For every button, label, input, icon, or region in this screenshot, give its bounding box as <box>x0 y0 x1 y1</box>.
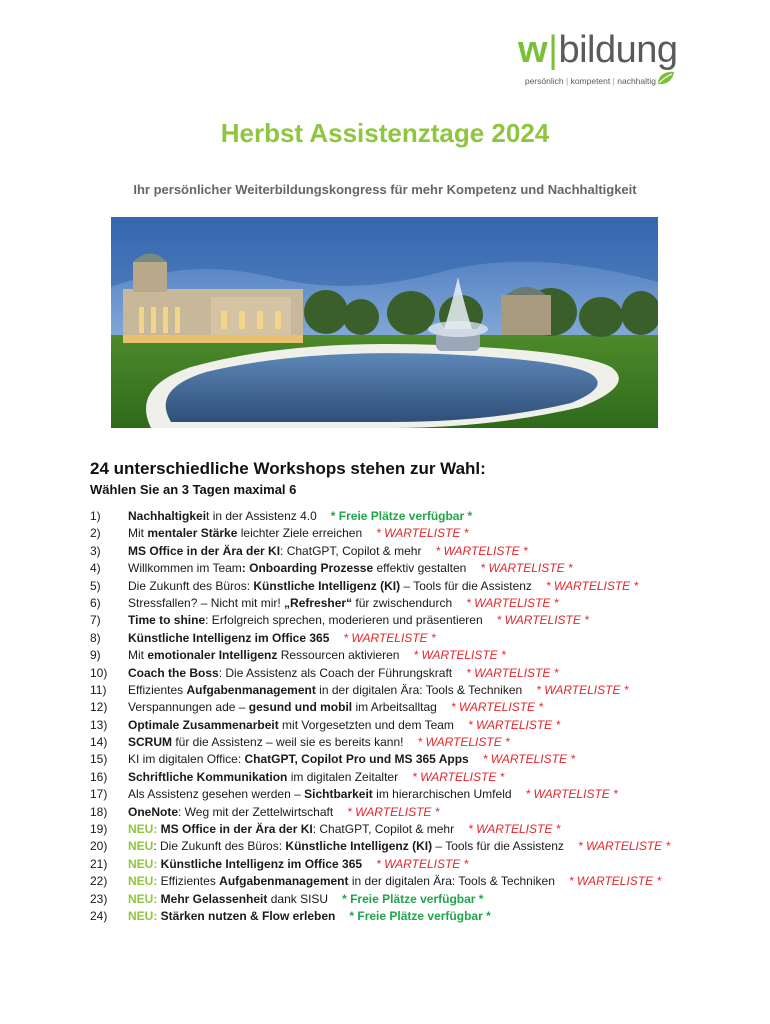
leaf-icon <box>656 70 676 86</box>
status-waitlist: * WARTELISTE * <box>466 665 559 680</box>
workshop-title: Coach the Boss: Die Assistenz als Coach der Führungskraft <box>128 665 453 680</box>
status-waitlist: * WARTELISTE * <box>482 752 575 767</box>
status-waitlist: * WARTELISTE * <box>466 595 559 610</box>
workshop-number: 3) <box>90 543 101 558</box>
workshop-title: Mit mentaler Stärke leichter Ziele erreichen <box>128 526 363 541</box>
workshop-number: 5) <box>90 578 101 593</box>
workshop-title: KI im digitalen Office: ChatGPT, Copilot Pro und MS 365 Apps <box>128 752 469 767</box>
wbildung-logo <box>518 28 678 92</box>
workshop-item <box>90 699 700 716</box>
workshop-number: 6) <box>90 595 101 610</box>
status-waitlist: * WARTELISTE * <box>412 769 505 784</box>
workshop-item <box>90 769 700 786</box>
logo-wordmark: w|bildung <box>518 29 678 71</box>
workshop-item <box>90 891 700 908</box>
workshop-number: 24) <box>90 908 108 923</box>
page-title: Herbst Assistenztage 2024 <box>220 118 550 148</box>
workshop-number: 17) <box>90 787 108 802</box>
status-waitlist: * WARTELISTE * <box>413 648 506 663</box>
workshop-title: Stressfallen? – Nicht mit mir! „Refresher“ für zwischendurch <box>128 595 453 610</box>
workshop-item <box>90 560 700 577</box>
workshop-number: 16) <box>90 769 108 784</box>
workshop-item <box>90 821 700 838</box>
workshop-number: 12) <box>90 700 108 715</box>
workshop-number: 21) <box>90 856 108 871</box>
new-badge: NEU: <box>128 822 161 837</box>
workshop-item <box>90 612 700 629</box>
workshop-item <box>90 630 700 647</box>
workshop-number: 20) <box>90 839 108 854</box>
new-badge: NEU <box>128 839 154 854</box>
workshop-item <box>90 838 700 855</box>
status-waitlist: * WARTELISTE * <box>417 735 510 750</box>
workshop-item <box>90 578 700 595</box>
status-waitlist: * WARTELISTE * <box>450 700 544 715</box>
workshop-number: 2) <box>90 526 101 541</box>
workshop-item <box>90 508 700 525</box>
status-waitlist: * WARTELISTE * <box>577 839 671 854</box>
workshop-title: Willkommen im Team: Onboarding Prozesse effektiv gestalten <box>128 561 467 576</box>
workshop-number: 10) <box>90 665 108 680</box>
workshop-title: MS Office in der Ära der KI: ChatGPT, Copilot & mehr <box>128 543 422 558</box>
workshop-title: Nachhaltigkeit in der Assistenz 4.0 <box>128 509 317 523</box>
status-waitlist: * WARTELISTE * <box>343 630 436 645</box>
workshop-title: Verspannungen ade – gesund und mobil im Arbeitsalltag <box>128 700 437 715</box>
status-waitlist: * WARTELISTE * <box>480 561 573 576</box>
workshop-title: Die Zukunft des Büros: Künstliche Intelligenz (KI) – Tools für die Assistenz <box>128 578 532 593</box>
workshop-number: 15) <box>90 752 108 767</box>
workshop-title: NEU: Künstliche Intelligenz im Office 365 <box>128 856 363 871</box>
status-waitlist: * WARTELISTE * <box>568 874 662 889</box>
workshop-item <box>90 908 700 925</box>
status-waitlist: * WARTELISTE * <box>525 787 618 802</box>
workshop-title: Time to shine: Erfolgreich sprechen, moderieren und präsentieren <box>128 613 483 628</box>
workshop-item <box>90 751 700 768</box>
status-free-seats: * Freie Plätze verfügbar * <box>330 509 473 523</box>
workshop-item <box>90 595 700 612</box>
workshops-subheading: Wählen Sie an 3 Tagen maximal 6 <box>90 482 297 497</box>
page-subtitle: Ihr persönlicher Weiterbildungskongress für mehr Kompetenz und Nachhaltigkeit <box>133 182 637 197</box>
workshop-title: NEU: Mehr Gelassenheit dank SISU <box>128 891 329 906</box>
workshop-item <box>90 647 700 664</box>
new-badge: NEU: <box>128 874 161 889</box>
status-waitlist: * WARTELISTE * <box>545 578 639 593</box>
workshop-number: 22) <box>90 874 108 889</box>
workshop-title: NEU: Die Zukunft des Büros: Künstliche Intelligenz (KI) – Tools für die Assistenz <box>128 839 564 854</box>
status-waitlist: * WARTELISTE * <box>468 822 561 837</box>
workshop-title: Effizientes Aufgabenmanagement in der digitalen Ära: Tools & Techniken <box>128 682 523 697</box>
workshop-item <box>90 525 700 542</box>
workshop-number: 1) <box>90 509 101 523</box>
workshop-title: NEU: Effizientes Aufgabenmanagement in der digitalen Ära: Tools & Techniken <box>128 874 555 889</box>
status-free-seats: * Freie Plätze verfügbar * <box>349 908 491 923</box>
status-waitlist: * WARTELISTE * <box>496 613 589 628</box>
workshops-heading: 24 unterschiedliche Workshops stehen zur Wahl: <box>90 459 486 478</box>
workshop-title: NEU: Stärken nutzen & Flow erleben <box>128 908 336 923</box>
workshop-number: 11) <box>90 682 107 697</box>
workshop-number: 8) <box>90 630 101 645</box>
status-free-seats: * Freie Plätze verfügbar * <box>342 891 484 906</box>
workshop-title: Schriftliche Kommunikation im digitalen Zeitalter <box>128 769 399 784</box>
status-waitlist: * WARTELISTE * <box>467 717 561 732</box>
status-waitlist: * WARTELISTE * <box>435 543 528 558</box>
workshop-number: 18) <box>90 804 108 819</box>
workshop-list <box>90 508 700 925</box>
workshop-number: 4) <box>90 561 101 576</box>
workshop-item <box>90 856 700 873</box>
workshop-title: OneNote: Weg mit der Zettelwirtschaft <box>128 804 334 819</box>
workshop-item <box>90 873 700 890</box>
workshop-number: 13) <box>90 717 108 732</box>
workshop-number: 7) <box>90 613 101 628</box>
new-badge: NEU: <box>128 856 161 871</box>
workshop-item <box>90 804 700 821</box>
status-waitlist: * WARTELISTE * <box>376 526 469 541</box>
new-badge: NEU: <box>128 891 161 906</box>
workshop-title: Optimale Zusammenarbeit mit Vorgesetzten und dem Team <box>128 717 454 732</box>
workshop-item <box>90 786 700 803</box>
status-waitlist: * WARTELISTE * <box>376 856 469 871</box>
workshop-item <box>90 543 700 560</box>
kurhaus-photo <box>111 217 658 428</box>
workshop-title: Als Assistenz gesehen werden – Sichtbarkeit im hierarchischen Umfeld <box>128 787 512 802</box>
workshop-number: 23) <box>90 891 108 906</box>
workshop-item <box>90 682 700 699</box>
workshop-item <box>90 734 700 751</box>
status-waitlist: * WARTELISTE * <box>347 804 440 819</box>
workshop-title: NEU: MS Office in der Ära der KI: ChatGPT, Copilot & mehr <box>128 822 455 837</box>
workshop-number: 14) <box>90 735 108 750</box>
new-badge: NEU: <box>128 908 161 923</box>
logo-tagline: persönlich | kompetent | nachhaltig <box>524 76 656 86</box>
workshop-title: Künstliche Intelligenz im Office 365 <box>128 630 330 645</box>
workshop-number: 19) <box>90 822 108 837</box>
workshop-title: SCRUM für die Assistenz – weil sie es bereits kann! <box>128 735 404 750</box>
workshop-title: Mit emotionaler Intelligenz Ressourcen aktivieren <box>128 648 400 663</box>
workshop-number: 9) <box>90 648 101 663</box>
status-waitlist: * WARTELISTE * <box>536 682 629 697</box>
workshop-item <box>90 665 700 682</box>
workshop-item <box>90 717 700 734</box>
